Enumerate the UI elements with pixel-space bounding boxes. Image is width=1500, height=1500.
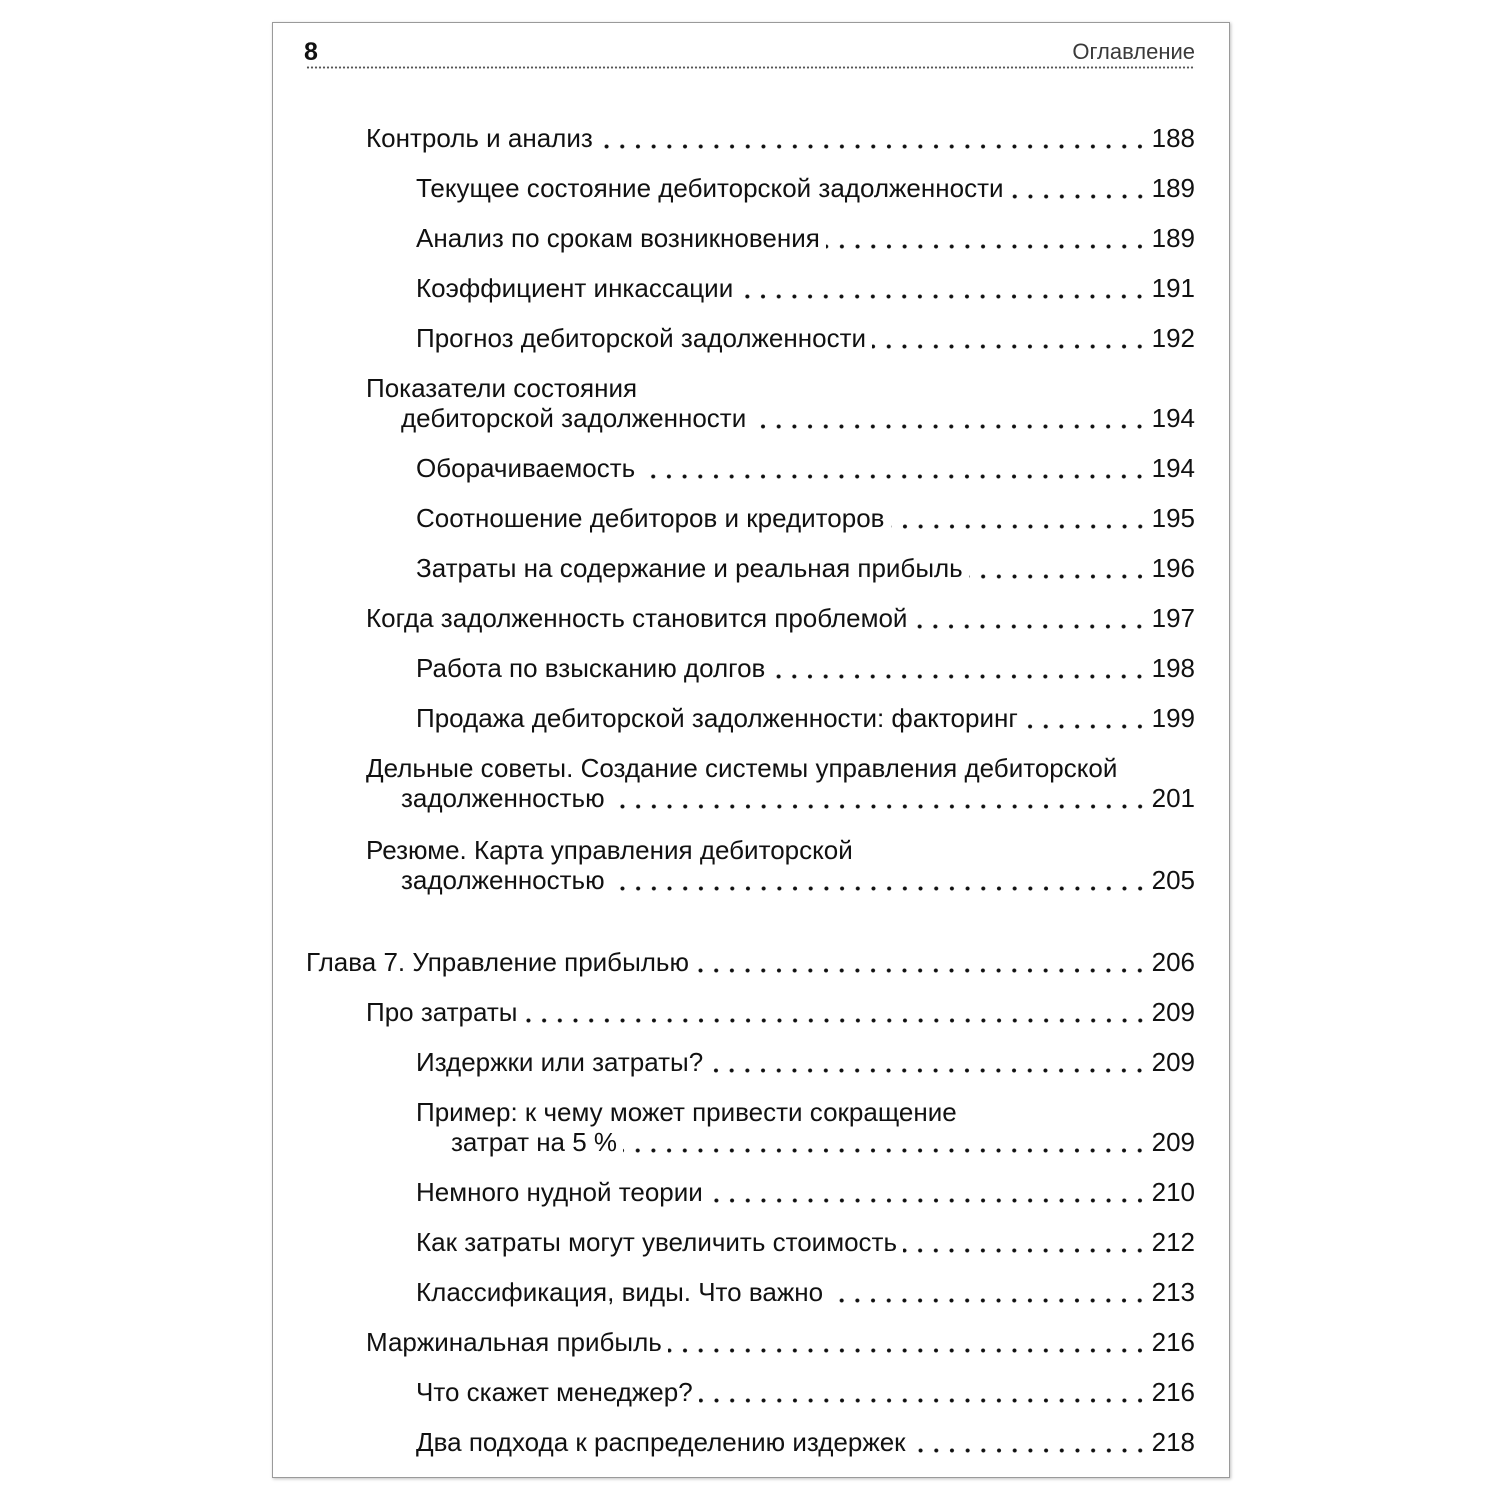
toc-entry-title: Прогноз дебиторской задолженности xyxy=(416,323,866,353)
toc-page-number: 216 xyxy=(1151,1327,1195,1357)
toc-leader-dots xyxy=(826,244,1148,249)
toc-page-number: 209 xyxy=(1151,1047,1195,1077)
toc-entry-title: Работа по взысканию долгов xyxy=(416,653,766,683)
toc-leader-dots xyxy=(524,1018,1148,1023)
toc-entry-title: Пример: к чему может привести сокращение xyxy=(416,1097,957,1127)
toc-entry-title: Дельные советы. Создание системы управления дебиторской xyxy=(366,753,1118,783)
toc-entry xyxy=(416,452,1195,484)
toc-leader-dots xyxy=(891,524,1148,529)
toc-leader-dots xyxy=(752,424,1147,429)
toc-entry-title: Оборачиваемость xyxy=(416,453,636,483)
toc-entry-title: Продажа дебиторской задолженности: факторинг xyxy=(416,703,1018,733)
header-dotted-rule xyxy=(306,66,1195,69)
toc-page-number: 194 xyxy=(1151,403,1195,433)
toc-leader-dots xyxy=(969,574,1148,579)
toc-entry-title: Анализ по срокам возникновения xyxy=(416,223,820,253)
toc-entry-title: Текущее состояние дебиторской задолженности xyxy=(416,173,1004,203)
toc-entry xyxy=(366,602,1195,634)
toc-leader-dots xyxy=(771,674,1147,679)
toc-entry xyxy=(366,996,1195,1028)
toc-entry-title-continued: задолженностью xyxy=(401,865,605,895)
toc-entry-title: Показатели состояния xyxy=(366,373,638,403)
toc-leader-dots xyxy=(699,1398,1148,1403)
toc-page-number: 195 xyxy=(1151,503,1195,533)
toc-entry xyxy=(416,222,1195,254)
toc-entry xyxy=(416,552,1195,584)
toc-entry xyxy=(416,502,1195,534)
toc-entry xyxy=(416,1376,1195,1408)
toc-page-number: 189 xyxy=(1151,223,1195,253)
toc-page-number: 192 xyxy=(1151,323,1195,353)
toc-entry-first-line xyxy=(366,834,853,866)
toc-entry-title: Когда задолженность становится проблемой xyxy=(366,603,908,633)
toc-leader-dots xyxy=(912,1448,1148,1453)
toc-entry-title: Затраты на содержание и реальная прибыль xyxy=(416,553,963,583)
toc-entry-title-continued: затрат на 5 % xyxy=(451,1127,618,1157)
toc-entry-first-line xyxy=(416,1096,957,1128)
toc-entry xyxy=(416,1276,1195,1308)
toc-entry xyxy=(401,864,1195,896)
toc-entry xyxy=(366,1326,1195,1358)
toc-chapter-entry xyxy=(306,946,1195,978)
toc-leader-dots xyxy=(1024,724,1148,729)
toc-entry xyxy=(366,122,1195,154)
toc-entry-title: Что скажет менеджер? xyxy=(416,1377,693,1407)
toc-page-number: 206 xyxy=(1151,947,1195,977)
toc-leader-dots xyxy=(668,1348,1148,1353)
toc-page-number: 196 xyxy=(1151,553,1195,583)
toc-entry-title: Про затраты xyxy=(366,997,518,1027)
toc-entry xyxy=(416,322,1195,354)
toc-page-number: 191 xyxy=(1151,273,1195,303)
toc-entry xyxy=(416,702,1195,734)
toc-entry-first-line xyxy=(366,752,1117,784)
toc-leader-dots xyxy=(709,1198,1148,1203)
toc-entry xyxy=(416,272,1195,304)
toc-leader-dots xyxy=(695,968,1148,973)
toc-leader-dots xyxy=(709,1068,1147,1073)
toc-leader-dots xyxy=(641,474,1147,479)
toc-page-number: 205 xyxy=(1151,865,1195,895)
toc-entry-title: Коэффициент инкассации xyxy=(416,273,734,303)
toc-entry xyxy=(416,1176,1195,1208)
toc-entry-title: Контроль и анализ xyxy=(366,123,593,153)
toc-entry xyxy=(416,1426,1195,1458)
toc-entry-title: Как затраты могут увеличить стоимость xyxy=(416,1227,897,1257)
toc-entry xyxy=(416,1046,1195,1078)
toc-chapter-title: Глава 7. Управление прибылью xyxy=(306,947,689,977)
toc-entry-title: Издержки или затраты? xyxy=(416,1047,704,1077)
toc-leader-dots xyxy=(903,1248,1148,1253)
running-header-title: Оглавление xyxy=(1072,39,1195,64)
toc-entry xyxy=(416,652,1195,684)
toc-entry-title: Соотношение дебиторов и кредиторов xyxy=(416,503,885,533)
toc-page-number: 209 xyxy=(1151,997,1195,1027)
toc-entry xyxy=(401,402,1195,434)
toc-entry xyxy=(416,1226,1195,1258)
toc-entry-title-continued: задолженностью xyxy=(401,783,605,813)
toc-leader-dots xyxy=(1010,194,1148,199)
toc-entry xyxy=(416,172,1195,204)
toc-entry-title-continued: дебиторской задолженности xyxy=(401,403,747,433)
toc-entry-title: Два подхода к распределению издержек xyxy=(416,1427,906,1457)
toc-page-number: 197 xyxy=(1151,603,1195,633)
toc-page-number: 198 xyxy=(1151,653,1195,683)
toc-page-number: 212 xyxy=(1151,1227,1195,1257)
toc-page-number: 209 xyxy=(1151,1127,1195,1157)
toc-page-number: 216 xyxy=(1151,1377,1195,1407)
toc-page-number: 199 xyxy=(1151,703,1195,733)
toc-leader-dots xyxy=(829,1298,1148,1303)
toc-entry-title: Резюме. Карта управления дебиторской xyxy=(366,835,853,865)
toc-leader-dots xyxy=(599,144,1148,149)
toc-page-number: 194 xyxy=(1151,453,1195,483)
toc-leader-dots xyxy=(611,886,1148,891)
page-number: 8 xyxy=(304,38,318,66)
toc-page-number: 218 xyxy=(1151,1427,1195,1457)
toc-leader-dots xyxy=(623,1148,1148,1153)
toc-leader-dots xyxy=(913,624,1147,629)
toc-entry xyxy=(401,782,1195,814)
toc-entry-first-line xyxy=(366,372,637,404)
toc-page-number: 201 xyxy=(1151,783,1195,813)
toc-entry-title: Маржинальная прибыль xyxy=(366,1327,662,1357)
toc-entry-title: Классификация, виды. Что важно xyxy=(416,1277,824,1307)
toc-leader-dots xyxy=(872,344,1148,349)
toc-leader-dots xyxy=(739,294,1147,299)
toc-page-number: 210 xyxy=(1151,1177,1195,1207)
toc-page-number: 213 xyxy=(1151,1277,1195,1307)
toc-entry-title: Немного нудной теории xyxy=(416,1177,703,1207)
toc-entry xyxy=(451,1126,1195,1158)
toc-page-number: 189 xyxy=(1151,173,1195,203)
toc-leader-dots xyxy=(611,804,1148,809)
toc-page-number: 188 xyxy=(1151,123,1195,153)
